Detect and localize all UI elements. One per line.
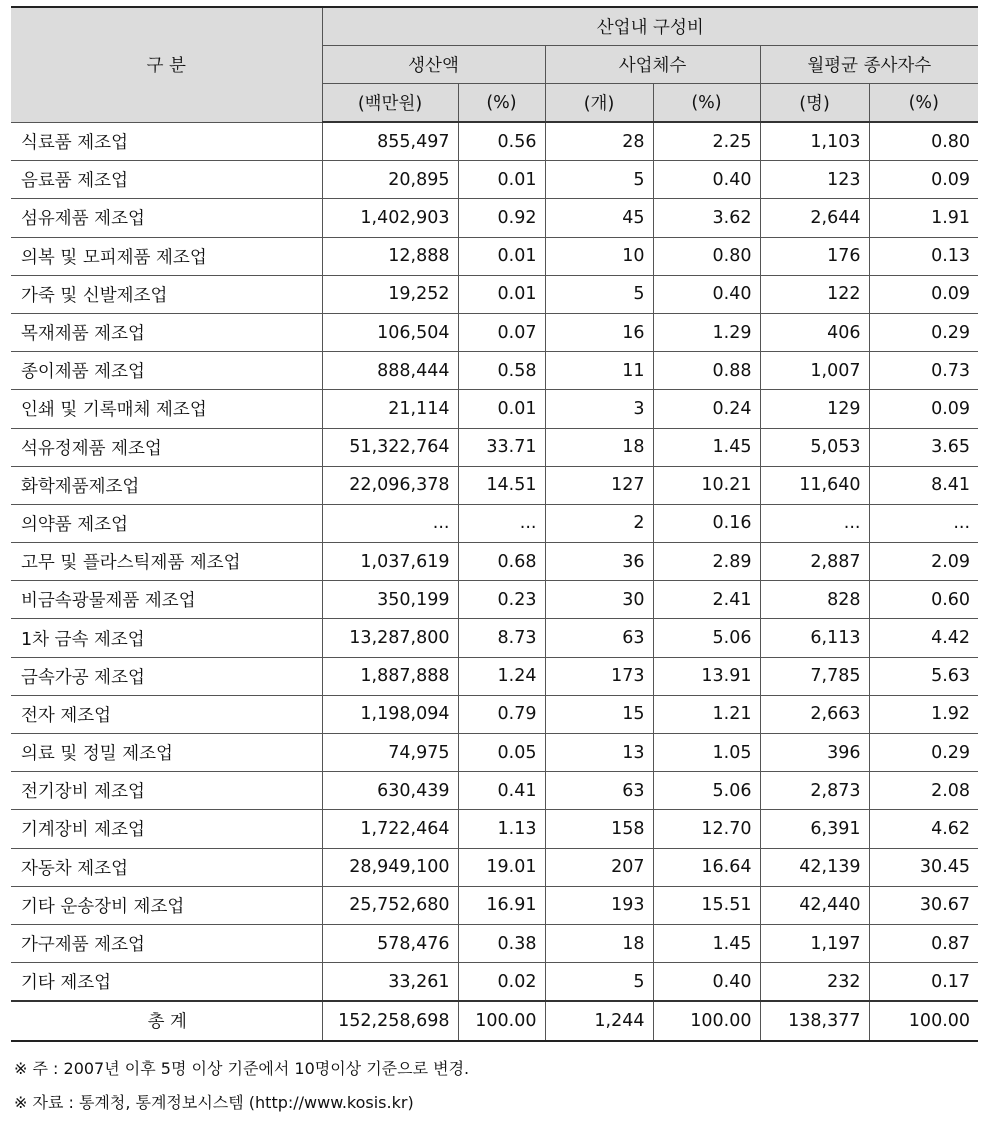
table-row [11,352,978,390]
notes [14,1052,469,1120]
row-label: 섬유제품 제조업 [11,199,322,237]
unit-header: (%) [458,84,545,123]
row-cell: 2,644 [760,199,869,237]
total-row [11,1001,978,1040]
row-cell: 63 [545,619,653,657]
table-row [11,275,978,313]
row-cell: ... [322,504,458,542]
row-cell: 4.42 [869,619,978,657]
row-cell: 0.24 [653,390,760,428]
row-cell: 396 [760,734,869,772]
total-cell: 100.00 [458,1001,545,1040]
row-cell: 19,252 [322,275,458,313]
row-cell: 18 [545,924,653,962]
row-cell: 3.62 [653,199,760,237]
note-change: ※ 주 : 2007년 이후 5명 이상 기준에서 10명이상 기준으로 변경. [14,1059,470,1078]
row-label: 전자 제조업 [11,695,322,733]
row-cell: 15.51 [653,886,760,924]
row-cell: 350,199 [322,581,458,619]
row-cell: 5 [545,275,653,313]
row-cell: 176 [760,237,869,275]
row-label: 식료품 제조업 [11,122,322,161]
row-cell: 122 [760,275,869,313]
category-header: 구 분 [11,7,322,122]
total-cell: 100.00 [653,1001,760,1040]
row-cell: 15 [545,695,653,733]
row-cell: 0.73 [869,352,978,390]
unit-header: (%) [653,84,760,123]
row-cell: 2.25 [653,122,760,161]
row-label: 종이제품 제조업 [11,352,322,390]
row-label: 인쇄 및 기록매체 제조업 [11,390,322,428]
row-cell: 5.06 [653,772,760,810]
row-cell: 2,887 [760,543,869,581]
row-label: 석유정제품 제조업 [11,428,322,466]
unit-header: (개) [545,84,653,123]
employees-header: 월평균 종사자수 [760,46,978,84]
row-cell: 0.01 [458,390,545,428]
row-cell: 51,322,764 [322,428,458,466]
row-cell: 1.45 [653,924,760,962]
row-label: 금속가공 제조업 [11,657,322,695]
row-cell: 0.07 [458,313,545,351]
unit-header: (%) [869,84,978,123]
row-cell: 0.13 [869,237,978,275]
row-cell: 0.41 [458,772,545,810]
row-cell: 0.16 [653,504,760,542]
row-cell: 3 [545,390,653,428]
row-cell: 63 [545,772,653,810]
row-cell: 16.91 [458,886,545,924]
row-cell: 2,663 [760,695,869,733]
row-cell: 7,785 [760,657,869,695]
table-row [11,924,978,962]
row-cell: 123 [760,161,869,199]
row-cell: 1.92 [869,695,978,733]
row-label: 기타 운송장비 제조업 [11,886,322,924]
row-cell: 14.51 [458,466,545,504]
row-cell: 0.40 [653,275,760,313]
row-cell: 1.24 [458,657,545,695]
row-cell: 232 [760,963,869,1002]
row-cell: 1,197 [760,924,869,962]
table-row [11,199,978,237]
row-cell: 4.62 [869,810,978,848]
row-label: 목재제품 제조업 [11,313,322,351]
table-row [11,581,978,619]
row-cell: 158 [545,810,653,848]
row-cell: 0.40 [653,963,760,1002]
group-header: 산업내 구성비 [322,7,978,46]
row-cell: ... [458,504,545,542]
row-cell: 3.65 [869,428,978,466]
note-source: ※ 자료 : 통계청, 통계정보시스템 (http://www.kosis.kr) [14,1093,414,1112]
row-cell: 193 [545,886,653,924]
table-row [11,619,978,657]
row-cell: 0.01 [458,237,545,275]
row-cell: 13.91 [653,657,760,695]
row-cell: 0.80 [869,122,978,161]
row-label: 자동차 제조업 [11,848,322,886]
row-cell: 30 [545,581,653,619]
table-row [11,734,978,772]
row-cell: 36 [545,543,653,581]
row-label: 기타 제조업 [11,963,322,1002]
table-row [11,695,978,733]
row-cell: 0.56 [458,122,545,161]
row-label: 화학제품제조업 [11,466,322,504]
row-cell: 5 [545,963,653,1002]
table-row [11,848,978,886]
row-cell: 10 [545,237,653,275]
row-cell: 22,096,378 [322,466,458,504]
row-cell: 5.63 [869,657,978,695]
row-cell: 11,640 [760,466,869,504]
row-cell: 0.60 [869,581,978,619]
unit-header: (백만원) [322,84,458,123]
row-cell: 0.01 [458,161,545,199]
row-cell: 18 [545,428,653,466]
row-cell: 2.08 [869,772,978,810]
row-cell: 1.05 [653,734,760,772]
row-cell: 74,975 [322,734,458,772]
row-cell: 1.21 [653,695,760,733]
table-row [11,657,978,695]
row-cell: 8.73 [458,619,545,657]
row-cell: 0.01 [458,275,545,313]
row-label: 가구제품 제조업 [11,924,322,962]
row-cell: 6,113 [760,619,869,657]
table-body [11,122,978,1041]
row-cell: 0.87 [869,924,978,962]
table-row [11,313,978,351]
row-cell: 1,037,619 [322,543,458,581]
row-label: 가죽 및 신발제조업 [11,275,322,313]
row-label: 고무 및 플라스틱제품 제조업 [11,543,322,581]
row-cell: 5 [545,161,653,199]
row-cell: 13 [545,734,653,772]
row-cell: 1,007 [760,352,869,390]
row-cell: 2.09 [869,543,978,581]
row-cell: 2 [545,504,653,542]
total-label: 총 계 [11,1001,322,1040]
row-cell: 13,287,800 [322,619,458,657]
row-cell: ... [760,504,869,542]
row-cell: 0.09 [869,390,978,428]
row-cell: 28,949,100 [322,848,458,886]
row-cell: 406 [760,313,869,351]
row-cell: 25,752,680 [322,886,458,924]
table-row [11,390,978,428]
row-cell: 1.45 [653,428,760,466]
total-cell: 152,258,698 [322,1001,458,1040]
row-cell: 0.88 [653,352,760,390]
table-row [11,543,978,581]
row-cell: 173 [545,657,653,695]
row-label: 음료품 제조업 [11,161,322,199]
row-cell: 1,198,094 [322,695,458,733]
row-cell: 129 [760,390,869,428]
row-cell: 0.09 [869,161,978,199]
row-cell: 33,261 [322,963,458,1002]
row-cell: 0.80 [653,237,760,275]
row-cell: 0.68 [458,543,545,581]
row-cell: 33.71 [458,428,545,466]
row-cell: 2,873 [760,772,869,810]
row-cell: 6,391 [760,810,869,848]
row-cell: 0.29 [869,734,978,772]
row-cell: 855,497 [322,122,458,161]
row-cell: 12.70 [653,810,760,848]
row-cell: 42,139 [760,848,869,886]
row-cell: 1.91 [869,199,978,237]
row-cell: ... [869,504,978,542]
row-cell: 5.06 [653,619,760,657]
row-cell: 0.38 [458,924,545,962]
row-cell: 207 [545,848,653,886]
row-cell: 1.29 [653,313,760,351]
table-row [11,237,978,275]
table-row [11,963,978,1002]
row-cell: 578,476 [322,924,458,962]
row-cell: 20,895 [322,161,458,199]
row-label: 비금속광물제품 제조업 [11,581,322,619]
row-cell: 2.41 [653,581,760,619]
row-cell: 1,722,464 [322,810,458,848]
row-label: 기계장비 제조업 [11,810,322,848]
row-cell: 127 [545,466,653,504]
total-cell: 1,244 [545,1001,653,1040]
row-cell: 106,504 [322,313,458,351]
row-cell: 1,887,888 [322,657,458,695]
row-label: 의약품 제조업 [11,504,322,542]
production-header: 생산액 [322,46,545,84]
table-row [11,504,978,542]
table-row [11,466,978,504]
row-label: 1차 금속 제조업 [11,619,322,657]
table-row [11,428,978,466]
row-cell: 0.79 [458,695,545,733]
row-cell: 828 [760,581,869,619]
industry-composition-table [11,6,978,1042]
row-cell: 630,439 [322,772,458,810]
row-cell: 42,440 [760,886,869,924]
unit-header: (명) [760,84,869,123]
row-cell: 0.23 [458,581,545,619]
row-cell: 2.89 [653,543,760,581]
row-cell: 11 [545,352,653,390]
table-row [11,161,978,199]
row-cell: 0.02 [458,963,545,1002]
row-cell: 0.58 [458,352,545,390]
row-cell: 19.01 [458,848,545,886]
table-row [11,122,978,161]
row-cell: 16 [545,313,653,351]
row-cell: 21,114 [322,390,458,428]
row-cell: 1,103 [760,122,869,161]
table-row [11,810,978,848]
row-cell: 5,053 [760,428,869,466]
row-cell: 0.40 [653,161,760,199]
row-label: 전기장비 제조업 [11,772,322,810]
row-cell: 1.13 [458,810,545,848]
row-label: 의료 및 정밀 제조업 [11,734,322,772]
total-cell: 138,377 [760,1001,869,1040]
row-cell: 0.17 [869,963,978,1002]
row-cell: 0.05 [458,734,545,772]
establishments-header: 사업체수 [545,46,760,84]
row-cell: 10.21 [653,466,760,504]
row-label: 의복 및 모피제품 제조업 [11,237,322,275]
row-cell: 0.29 [869,313,978,351]
total-cell: 100.00 [869,1001,978,1040]
row-cell: 28 [545,122,653,161]
row-cell: 30.45 [869,848,978,886]
row-cell: 16.64 [653,848,760,886]
table-row [11,772,978,810]
row-cell: 888,444 [322,352,458,390]
row-cell: 8.41 [869,466,978,504]
row-cell: 1,402,903 [322,199,458,237]
row-cell: 0.92 [458,199,545,237]
table-row [11,886,978,924]
row-cell: 45 [545,199,653,237]
row-cell: 12,888 [322,237,458,275]
row-cell: 0.09 [869,275,978,313]
row-cell: 30.67 [869,886,978,924]
